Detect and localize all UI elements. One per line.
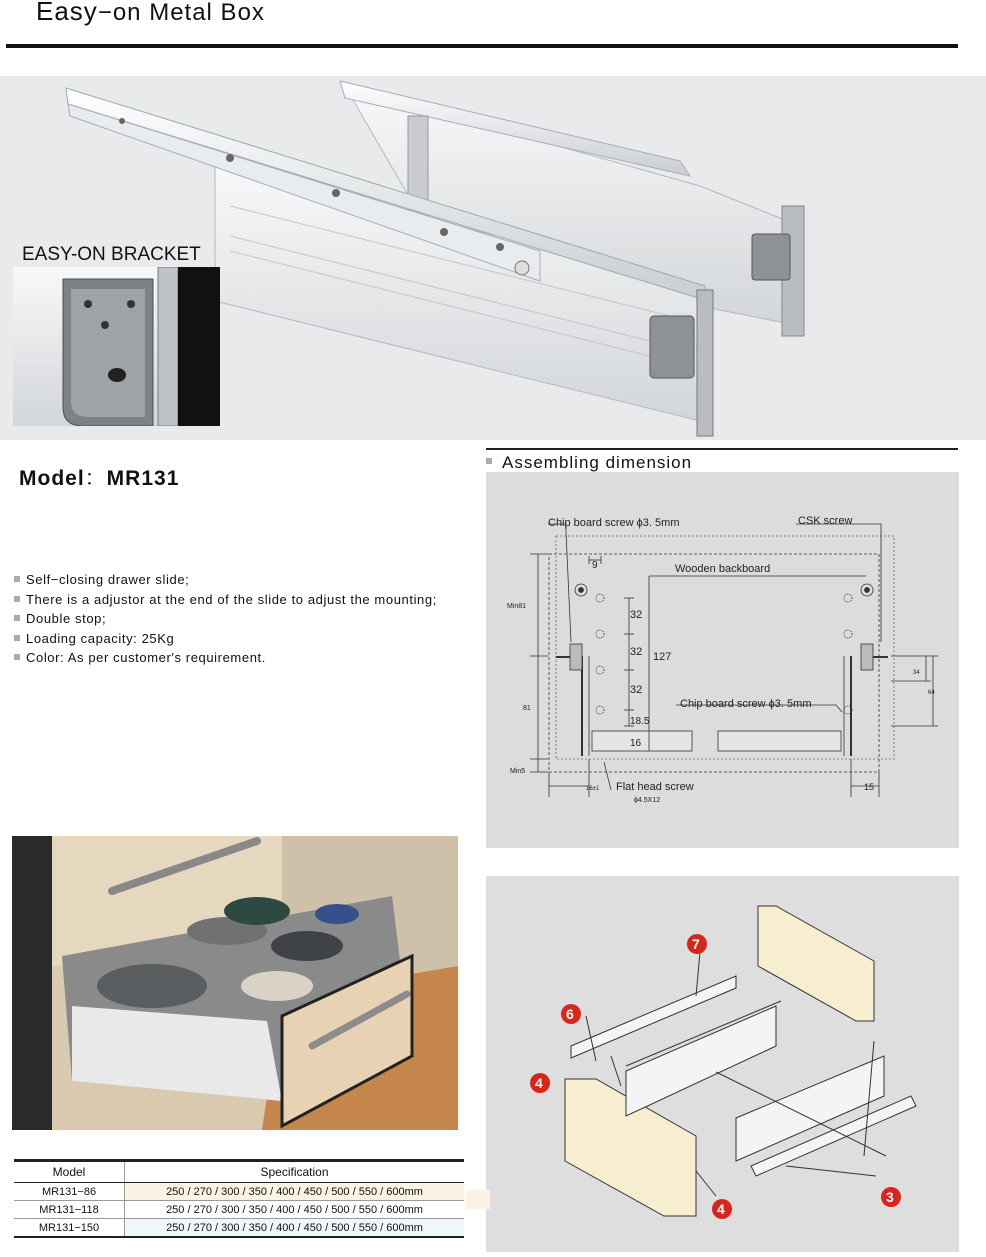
model-cell: MR131−86 xyxy=(14,1183,125,1201)
bracket-label: EASY-ON BRACKET xyxy=(22,244,201,265)
dim-32-a: 32 xyxy=(630,609,643,621)
feature-item: There is a adjustor at the end of the slide to adjust the mounting; xyxy=(14,592,437,612)
feature-item: Color: As per customer′s requirement. xyxy=(14,650,437,670)
title-rule xyxy=(6,44,958,48)
feature-list xyxy=(14,572,437,670)
assembling-dimension-diagram xyxy=(486,472,959,848)
page-title: Easy−on Metal Box xyxy=(36,0,265,26)
assembling-heading: Assembling dimension xyxy=(486,453,692,473)
callout-6-label: 6 xyxy=(566,1006,574,1022)
bracket-closeup-photo xyxy=(13,267,220,426)
kitchen-drawer-illustration xyxy=(12,836,458,1130)
dim-18-5: 18.5 xyxy=(630,716,650,727)
spec-cell: 250 / 270 / 300 / 350 / 400 / 450 / 500 / 550 / 600mm xyxy=(125,1183,465,1201)
callout-4-left-label: 4 xyxy=(535,1075,543,1091)
feature-item: Self−closing drawer slide; xyxy=(14,572,437,592)
bracket-closeup-illustration xyxy=(13,267,220,426)
table-header-row xyxy=(14,1161,464,1183)
chip-screw-top-label: Chip board screw ϕ3. 5mm xyxy=(548,517,680,529)
exploded-drawing xyxy=(486,876,959,1252)
wooden-backboard-label: Wooden backboard xyxy=(675,563,771,575)
dim-32-b: 32 xyxy=(630,646,643,658)
dim-81: 81 xyxy=(523,705,531,712)
dim-32-c: 32 xyxy=(630,684,643,696)
callout-3-label: 3 xyxy=(886,1189,894,1205)
header-model: Model xyxy=(14,1161,125,1183)
table-row xyxy=(14,1219,464,1238)
table-row xyxy=(14,1183,464,1201)
dim-min81: Min81 xyxy=(507,603,527,610)
feature-item: Loading capacity: 25Kg xyxy=(14,631,437,651)
model-cell: MR131−118 xyxy=(14,1201,125,1219)
flat-head-screw-label: Flat head screw xyxy=(616,781,694,793)
dim-16: 16 xyxy=(630,738,642,749)
feature-item: Double stop; xyxy=(14,611,437,631)
dim-min5: Min5 xyxy=(510,768,526,775)
header-specification: Specification xyxy=(125,1161,465,1183)
model-cell: MR131−150 xyxy=(14,1219,125,1238)
flat-head-size-label: ϕ4.5X12 xyxy=(634,797,661,804)
dim-16pm1: 16±1 xyxy=(586,786,600,792)
specification-table xyxy=(14,1159,464,1238)
spec-cell: 250 / 270 / 300 / 350 / 400 / 450 / 500 / 550 / 600mm xyxy=(125,1201,465,1219)
spec-cell: 250 / 270 / 300 / 350 / 400 / 450 / 500 / 550 / 600mm xyxy=(125,1219,465,1238)
assembling-rule xyxy=(486,448,958,450)
dim-64: 64 xyxy=(928,690,935,696)
table-row xyxy=(14,1201,464,1219)
dim-127: 127 xyxy=(653,651,672,663)
csk-screw-label: CSK screw xyxy=(798,515,853,527)
spec-row-highlight xyxy=(466,1190,490,1209)
dim-34: 34 xyxy=(913,670,920,676)
callout-4-bottom-label: 4 xyxy=(717,1201,725,1217)
dim-15: 15 xyxy=(864,782,875,792)
kitchen-drawer-photo xyxy=(12,836,458,1130)
model-heading: Model：MR131 xyxy=(19,467,180,490)
callout-7-label: 7 xyxy=(692,936,700,952)
chip-screw-mid-label: Chip board screw ϕ3. 5mm xyxy=(680,698,812,710)
dim-9: 9 xyxy=(592,560,598,571)
dimension-drawing xyxy=(486,472,959,848)
exploded-assembly-diagram xyxy=(486,876,959,1252)
